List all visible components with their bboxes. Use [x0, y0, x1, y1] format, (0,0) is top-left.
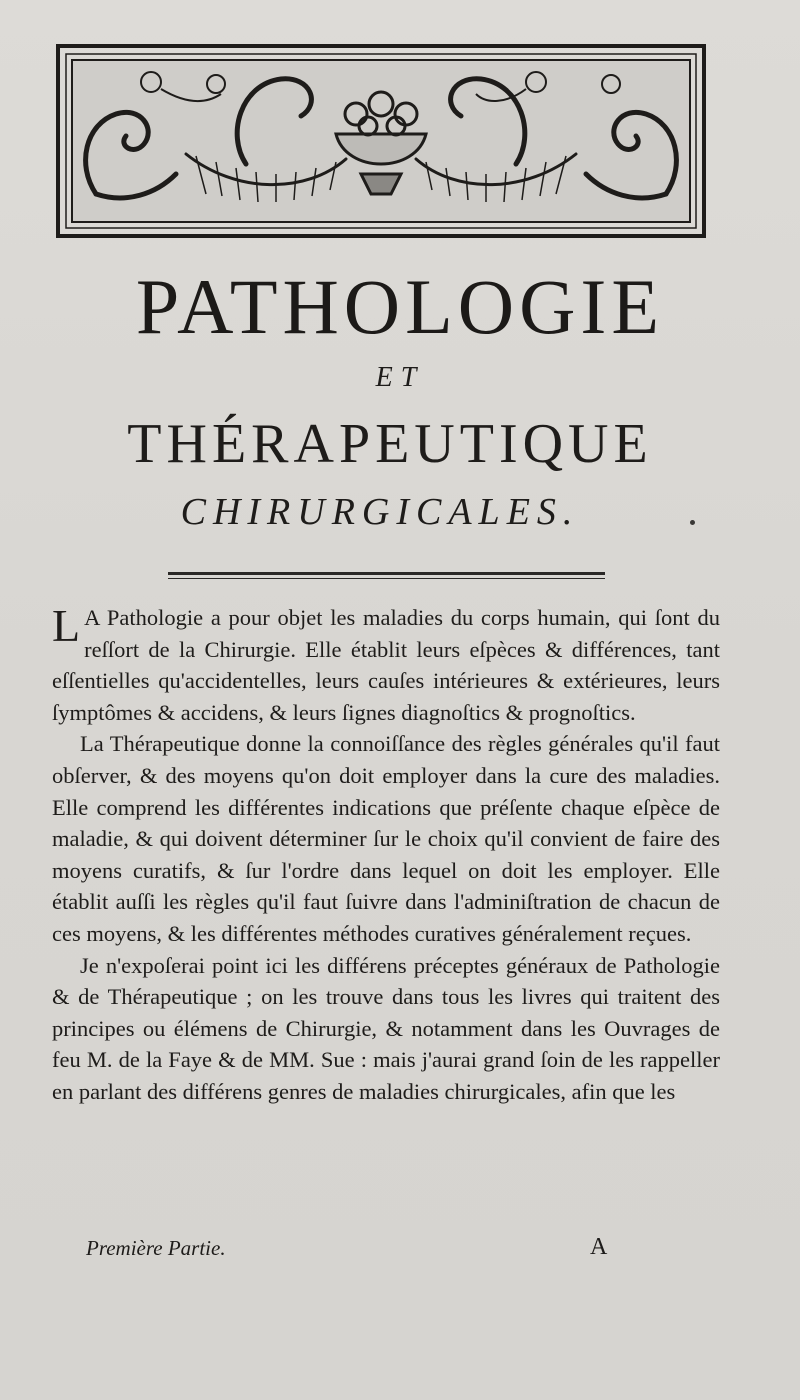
signature-mark: A — [590, 1234, 608, 1260]
title-pathologie: PATHOLOGIE — [135, 263, 665, 350]
paragraph-1-text: A Pathologie a pour objet les maladies du corps humain, qui ſont du reſſort de la Chirurgie. Elle établit leurs eſpèces & différences, tant eſſentielles qu'accidentelles, leurs cauſes intérieures & extérieures, leurs ſymptômes & accidens, & leurs ſignes diagnoſtics & prognoſtics. — [52, 605, 720, 725]
paragraph-therapeutique: La Thérapeutique donne la connoiſſance des règles générales qu'il faut obſerver, & des moyens qu'on doit employer dans la cure des maladies. Elle comprend les différentes indications que préſente chaque eſpèce de maladie, & qui doivent déterminer ſur le choix qu'il convient de faire des moyens curatifs, & ſur l'ordre dans lequel on doit les employer. Elle établit auſſi les règles qu'il faut ſuivre dans l'adminiſtration de chacun de ces moyens, & les différentes méthodes curatives généralement reçues. — [52, 731, 720, 946]
body-text — [52, 602, 720, 1108]
title-therapeutique: THÉRAPEUTIQUE — [127, 413, 653, 475]
ink-speck — [690, 520, 695, 525]
footer-part-label: Première Partie. — [86, 1236, 226, 1260]
ornamental-headpiece — [56, 44, 706, 238]
title-rule-thin — [168, 578, 605, 579]
title-rule-thick — [168, 572, 605, 575]
drop-cap: L — [52, 600, 81, 651]
paragraph-preceptes: Je n'expoſerai point ici les différens préceptes généraux de Pathologie & de Thérapeutique ; on les trouve dans tous les livres qui traitent des principes ou élémens de Chirurgie, & notamment dans les Ouvrages de feu M. de la Faye & de MM. Sue : mais j'aurai grand ſoin de les rappeller en parlant des différens genres de maladies chirurgicales, afin que les — [52, 952, 720, 1104]
paragraph-pathologie — [52, 602, 720, 728]
title-et: ET — [375, 362, 425, 393]
title-chirurgicales: CHIRURGICALES. — [180, 491, 580, 533]
